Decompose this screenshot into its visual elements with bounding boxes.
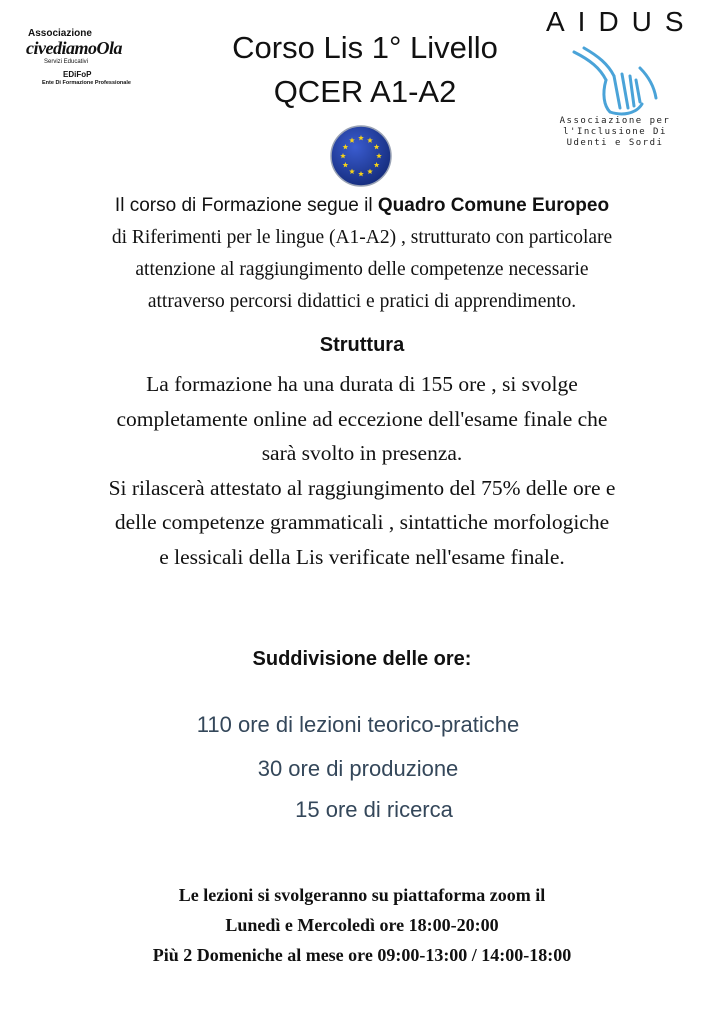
struttura-line6: e lessicali della Lis verificate nell'esame finale. — [159, 544, 565, 569]
logo-left-line3: Servizi Educativi — [44, 59, 89, 65]
schedule-line1: Le lezioni si svolgeranno su piattaforma zoom il — [178, 885, 546, 905]
aidus-subtitle — [540, 116, 690, 149]
schedule-block — [0, 880, 724, 970]
aidus-sub3: Udenti e Sordi — [566, 138, 664, 148]
intro-line1 — [30, 190, 694, 222]
intro-bold: Quadro Comune Europeo — [377, 195, 610, 216]
eu-flag-icon — [329, 124, 393, 188]
title-line1: Corso Lis 1° Livello — [232, 30, 498, 65]
logo-left-line5: Ente Di Formazione Professionale — [42, 80, 131, 86]
struttura-line3: sarà svolto in presenza. — [261, 441, 463, 465]
aidus-brand: AIDUS — [546, 6, 697, 37]
logo-aidus — [540, 6, 700, 156]
aidus-sub1: Associazione per — [559, 116, 671, 126]
hours-item: 15 ore di ricerca — [295, 797, 453, 822]
hand-icon — [570, 46, 660, 118]
page-title — [185, 26, 545, 114]
struttura-paragraph — [20, 367, 704, 574]
struttura-line1: La formazione ha una durata di 155 ore , si svolge — [146, 372, 578, 396]
intro-part1: Il corso di Formazione segue il — [114, 195, 378, 216]
intro-line4: attraverso percorsi didattici e pratici di apprendimento. — [147, 291, 577, 312]
struttura-line2: completamente online ad eccezione dell'esame finale che — [116, 406, 608, 431]
logo-left-line1: Associazione — [28, 28, 92, 39]
intro-paragraph — [30, 190, 694, 318]
struttura-heading: Struttura — [319, 334, 405, 356]
hours-item: 30 ore di produzione — [257, 756, 459, 781]
intro-line2: di Riferimenti per le lingue (A1-A2) , strutturato con particolare — [111, 227, 613, 248]
schedule-line3: Più 2 Domeniche al mese ore 09:00-13:00 / 14:00-18:00 — [152, 945, 572, 965]
logo-civediamoci — [20, 28, 145, 93]
suddivisione-heading: Suddivisione delle ore: — [252, 648, 472, 670]
struttura-line5: delle competenze grammaticali , sintattiche morfologiche — [114, 510, 610, 534]
logo-left-line2: civediamoOla — [26, 38, 122, 58]
intro-line3: attenzione al raggiungimento delle competenze necessarie — [135, 259, 589, 280]
aidus-sub2: l'Inclusione Di — [563, 127, 667, 137]
struttura-line4: Si rilascerà attestato al raggiungimento del 75% delle ore e — [108, 475, 616, 500]
logo-left-line4: EDiFoP — [63, 70, 92, 79]
hours-item: 110 ore di lezioni teorico-pratiche — [196, 712, 520, 737]
title-line2: QCER A1-A2 — [273, 74, 457, 109]
schedule-line2: Lunedì e Mercoledì ore 18:00-20:00 — [225, 915, 499, 935]
